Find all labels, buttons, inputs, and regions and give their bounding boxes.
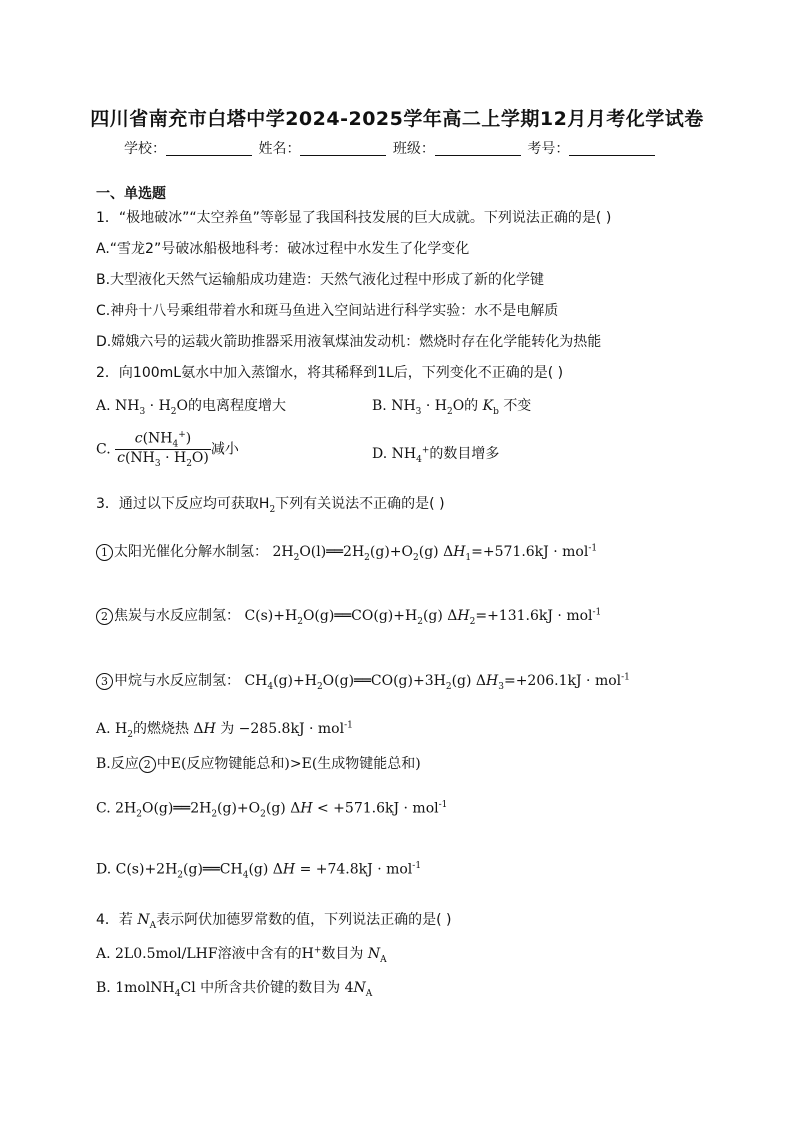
- q1-stem: 1．“极地破冰”“太空养鱼”等彰显了我国科技发展的巨大成就。下列说法正确的是( ): [96, 210, 612, 226]
- school-label: 学校：: [124, 141, 166, 157]
- q1-option-a: A.“雪龙2”号破冰船极地科考：破冰过程中水发生了化学变化: [96, 241, 470, 257]
- q1-option-b: B.大型液化天然气运输船成功建造：天然气液化过程中形成了新的化学键: [96, 272, 545, 288]
- q2-option-d: D. $NH_4^+$的数目增多: [372, 445, 500, 465]
- q2-option-a: A. $NH_3 \cdot H_2O$的电离程度增大: [96, 398, 286, 417]
- q3-option-b: B.反应 2 中E(反应物键能总和)>E(生成物键能总和): [96, 756, 421, 772]
- q2-option-c-text: 减小: [210, 441, 239, 458]
- q3-stem: 3．通过以下反应均可获取$H_2$下列有关说法不正确的是( ): [96, 496, 445, 515]
- student-info-row: [124, 138, 657, 158]
- exam-title: 四川省南充市白塔中学2024-2025学年高二上学期12月月考化学试卷: [90, 108, 704, 130]
- q3-option-a: A. $H_2$的燃烧热 ΔH 为 −285.8kJ · mol$^{-1}$: [96, 720, 353, 740]
- q2-option-d-text: 的数目增多: [429, 446, 500, 462]
- q1-option-c: C.神舟十八号乘组带着水和斑马鱼进入空间站进行科学实验：水不是电解质: [96, 303, 559, 319]
- section-heading: 一、单选题: [96, 186, 166, 202]
- class-label: 班级：: [392, 141, 435, 157]
- q1-option-d: D.嫦娥六号的运载火箭助推器采用液氧煤油发动机：燃烧时存在化学能转化为热能: [96, 334, 602, 350]
- q2-stem: 2．向100mL氨水中加入蒸馏水，将其稀释到1L后，下列变化不正确的是( ): [96, 365, 564, 381]
- q2-option-b-text: 不变: [503, 398, 532, 414]
- name-label: 姓名：: [258, 141, 301, 157]
- q3-reaction-2: 2 焦炭与水反应制氢： $C(s)+H_2O(g)══CO(g)+H_2(g) \Delta H_2=+131.6kJ \cdot mol^{-1}$: [96, 605, 601, 627]
- number-blank[interactable]: [569, 141, 655, 156]
- q3-option-c: C. $2H_2O(g)══2H_2(g)+O_2(g) \Delta H < +571.6kJ \cdot mol^{-1}$: [96, 800, 448, 820]
- q2-option-c: C. $\frac{c(NH_4^+)}{c(NH_3 \cdot H_2O)}$ 减小: [96, 430, 239, 470]
- q2-fraction: $\frac{c(NH_4^+)}{c(NH_3 \cdot H_2O)}$: [117, 430, 209, 470]
- number-label: 考号：: [527, 141, 570, 157]
- q4-stem: 4．若 $N_A$表示阿伏加德罗常数的值，下列说法正确的是( ): [96, 912, 452, 931]
- q4-option-a: A. 2L0.5mol/LHF溶液中含有的H+数目为 $N_A$: [96, 945, 387, 965]
- q3-reaction-3: 3 甲烷与水反应制氢： $CH_4(g)+H_2O(g)══CO(g)+3H_2(g) \Delta H_3=+206.1kJ \cdot mol^{-1}$: [96, 670, 630, 692]
- class-blank[interactable]: [435, 141, 521, 156]
- name-blank[interactable]: [300, 141, 386, 156]
- school-blank[interactable]: [166, 141, 252, 156]
- q3-reaction-1: 1 太阳光催化分解水制氢： $2H_2O(l)══2H_2(g)+O_2(g) \Delta H_1=+571.6kJ \cdot mol^{-1}$: [96, 541, 597, 563]
- q2-option-a-text: 的电离程度增大: [188, 398, 286, 414]
- q2-option-b: B. $NH_3 \cdot H_2O$的 $K_b$ 不变: [372, 398, 532, 417]
- q3-option-d: D. $C(s)+2H_2(g)══CH_4(g) \Delta H = +74.8kJ \cdot mol^{-1}$: [96, 861, 422, 881]
- q4-option-b: B. 1molNH$_4$Cl 中所含共价键的数目为 $4N_A$: [96, 980, 373, 999]
